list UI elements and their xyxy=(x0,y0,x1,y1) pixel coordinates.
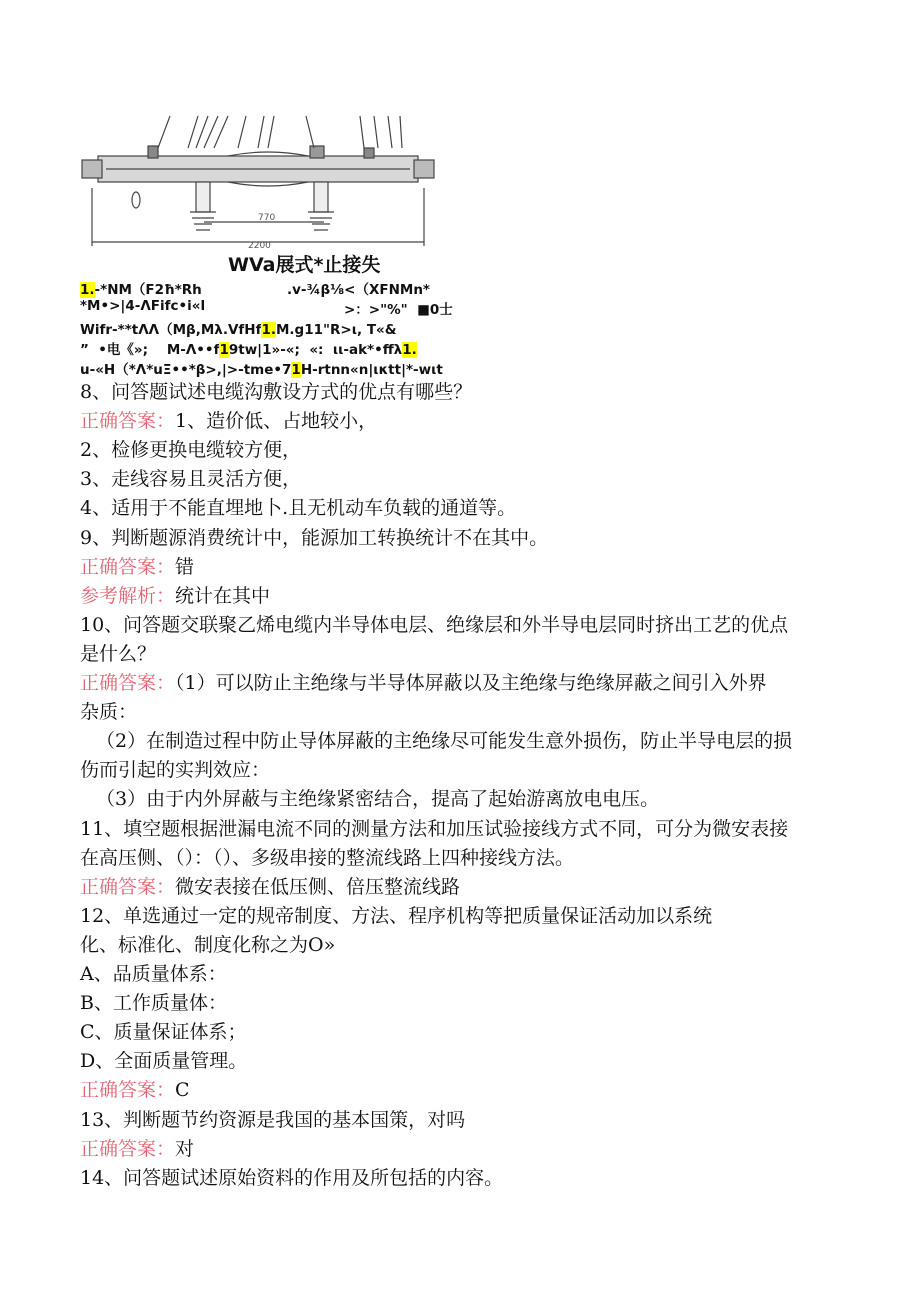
garbled-text: H-rtnn«n|ικtt|*-wιt xyxy=(300,362,443,378)
text-line xyxy=(80,845,840,872)
dimension-label-2: 2200 xyxy=(248,241,271,250)
text-line xyxy=(80,1048,840,1075)
line-text: 微安表接在低压侧、倍压整流线路 xyxy=(175,875,461,898)
line-text: 3、走线容易且灵活方便， xyxy=(80,468,302,491)
highlight: 1. xyxy=(261,322,276,338)
garbled-text: ” •电《»; M-Λ••f xyxy=(80,342,220,358)
answer-label: 正确答案： xyxy=(80,1137,176,1160)
text-line xyxy=(80,757,840,784)
line-text: A、品质量体系： xyxy=(80,963,227,985)
line-text: 10、问答题交联聚乙烯电缆内半导体电层、绝缘层和外半导电层同时挤出工艺的优点 xyxy=(80,613,789,636)
line-text: 伤而引起的实判效应： xyxy=(80,759,271,782)
line-text: 在高压侧、（）：（）、多级串接的整流线路上四种接线方法。 xyxy=(80,846,575,869)
line-text: 1、造价低、占地较小， xyxy=(175,410,378,433)
highlight: 1. xyxy=(402,342,417,358)
line-text: （2）在制造过程中防止导体屏蔽的主绝缘尽可能发生意外损伤，防止半导电层的损 xyxy=(96,730,793,753)
text-line xyxy=(80,641,840,668)
garbled-line xyxy=(80,318,397,338)
text-line xyxy=(96,728,856,755)
text-line xyxy=(80,932,840,959)
text-line xyxy=(80,670,840,697)
line-text: 2、检修更换电缆较方便， xyxy=(80,439,302,462)
text-line xyxy=(80,554,840,581)
answer-label: 正确答案： xyxy=(80,410,176,433)
line-text: B、工作质量体： xyxy=(80,992,227,1015)
text-line xyxy=(80,525,840,552)
line-text: 对 xyxy=(175,1137,195,1160)
line-text: 是什么？ xyxy=(80,642,157,665)
line-text: 4、适用于不能直埋地卜.且无机动车负载的通道等。 xyxy=(80,497,517,520)
text-line xyxy=(80,1019,840,1046)
cable-joint-drawing xyxy=(78,108,440,250)
text-line xyxy=(80,903,840,930)
line-text: C xyxy=(175,1079,190,1102)
text-line xyxy=(96,786,856,813)
garbled-text: Wifr-**tΛΛ（Mβ,Mλ.VfHf xyxy=(80,322,262,338)
text-line xyxy=(80,466,840,493)
garbled-text: *M•>|4-ΛFifc•i«l xyxy=(80,298,206,314)
dimension-label-1: 770 xyxy=(258,213,276,223)
line-text: 化、标准化、制度化称之为O» xyxy=(80,933,336,956)
line-text: 杂质： xyxy=(80,701,138,724)
garbled-line xyxy=(80,298,453,318)
line-text: 12、单选通过一定的规帝制度、方法、程序机构等把质量保证活动加以系统 xyxy=(80,904,713,927)
garbled-line xyxy=(80,338,417,358)
garbled-text: >：>"%" ■0士 xyxy=(344,302,453,318)
line-text: （1）可以防止主绝缘与半导体屏蔽以及主绝缘与绝缘屏蔽之间引入外界 xyxy=(175,672,767,694)
line-text: 14、问答题试述原始资料的作用及所包括的内容。 xyxy=(80,1166,504,1189)
line-text: D、全面质量管理。 xyxy=(80,1050,248,1073)
line-text: 9、判断题源消费统计中，能源加工转换统计不在其中。 xyxy=(80,526,549,549)
garbled-text: 9tw|1»-«; «: ιι-ak*•ffλ xyxy=(228,342,403,358)
text-line xyxy=(80,816,840,843)
figure-caption: WVa展式*止接失 xyxy=(228,254,381,276)
line-text: 错 xyxy=(175,555,195,578)
text-line xyxy=(80,408,840,435)
text-line xyxy=(80,990,840,1017)
answer-label: 正确答案： xyxy=(80,875,176,898)
answer-label: 正确答案： xyxy=(80,555,176,578)
text-line xyxy=(80,874,840,901)
garbled-text: -*NM（F2ħ*Rh xyxy=(94,282,202,298)
garbled-text: .v-¾β⅛<（XFNMn* xyxy=(287,282,430,298)
garbled-text: u-«H（*Λ*uΞ••*β>,|>-tme•7 xyxy=(80,362,292,378)
garbled-line xyxy=(80,358,443,378)
text-line xyxy=(80,1165,840,1192)
text-line xyxy=(80,1136,840,1163)
line-text: C、质量保证体系； xyxy=(80,1021,247,1044)
text-line xyxy=(80,961,840,988)
text-line xyxy=(80,1107,840,1134)
text-line xyxy=(80,437,840,464)
line-text: 13、判断题节约资源是我国的基本国策，对吗 xyxy=(80,1108,466,1131)
highlight: 1 xyxy=(219,342,229,358)
highlight: 1 xyxy=(291,362,301,378)
highlight: 1. xyxy=(80,282,95,298)
answer-label: 参考解析： xyxy=(80,584,176,607)
text-line xyxy=(80,379,840,406)
garbled-line xyxy=(80,278,430,298)
text-line xyxy=(80,583,840,610)
text-line xyxy=(80,1077,840,1104)
text-line xyxy=(80,495,840,522)
text-line xyxy=(80,699,840,726)
line-text: 统计在其中 xyxy=(175,584,271,607)
line-text: 8、问答题试述电缆沟敷设方式的优点有哪些？ xyxy=(80,381,473,403)
line-text: 11、填空题根据泄漏电流不同的测量方法和加压试验接线方式不同，可分为微安表接 xyxy=(80,817,789,840)
text-line xyxy=(80,612,840,639)
garbled-text: M.g11"R>ι, T«& xyxy=(275,322,397,338)
answer-label: 正确答案： xyxy=(80,672,176,694)
line-text: （3）由于内外屏蔽与主绝缘紧密结合，提高了起始游离放电电压。 xyxy=(96,788,660,811)
answer-label: 正确答案： xyxy=(80,1079,176,1102)
